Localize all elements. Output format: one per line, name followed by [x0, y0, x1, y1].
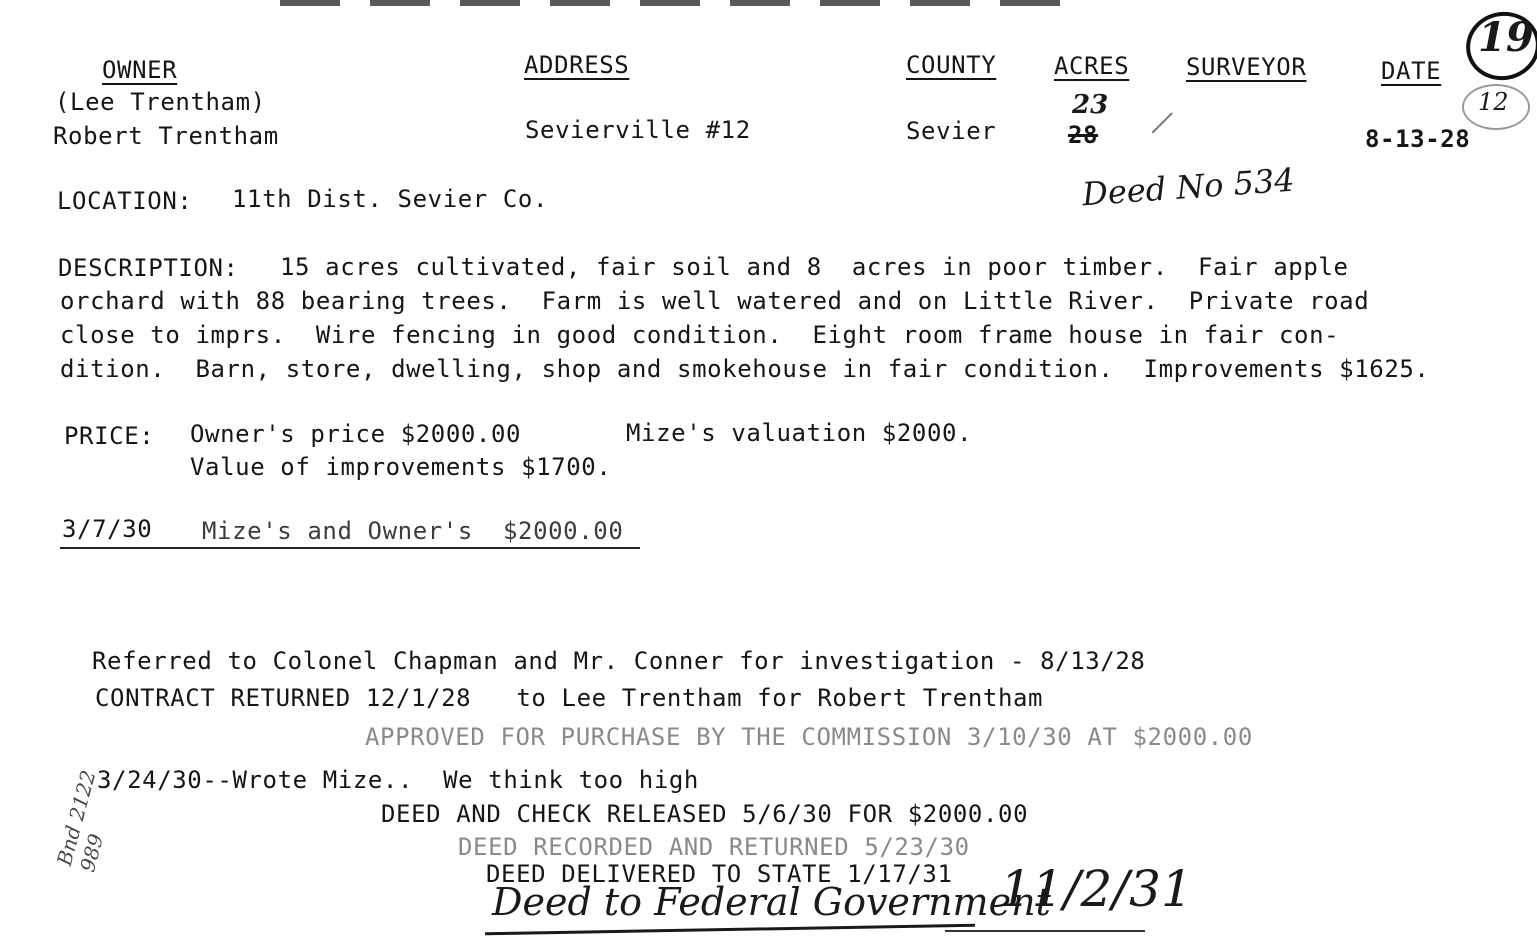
top-edge-marks	[280, 0, 1080, 6]
approved-line: APPROVED FOR PURCHASE BY THE COMMISSION 3/10/30 AT $2000.00	[365, 723, 1253, 751]
faint-tract-number: 12	[1478, 88, 1509, 116]
wrote-line: 3/24/30--Wrote Mize.. We think too high	[97, 766, 699, 794]
owner-alt: (Lee Trentham)	[55, 88, 266, 116]
address-header: ADDRESS	[524, 51, 630, 79]
description-line-4: dition. Barn, store, dwelling, shop and smokehouse in fair condition. Improvements $1625.	[60, 355, 1430, 383]
description-label: DESCRIPTION:	[58, 254, 239, 282]
contract-line: CONTRACT RETURNED 12/1/28 to Lee Trentham for Robert Trentham	[95, 684, 1044, 712]
margin-pencil-note: Bnd 2122 989	[52, 767, 109, 875]
surveyor-header: SURVEYOR	[1186, 53, 1307, 81]
improvements-value: Value of improvements $1700.	[190, 453, 612, 481]
acres-header: ACRES	[1054, 52, 1130, 80]
date-value: 8-13-28	[1365, 125, 1471, 153]
description-line-3: close to imprs. Wire fencing in good condition. Eight room frame house in fair con-	[60, 321, 1340, 349]
mize-valuation: Mize's valuation $2000.	[626, 419, 973, 447]
revision-text: Mize's and Owner's $2000.00	[202, 517, 624, 545]
revision-underline	[60, 547, 640, 549]
price-label: PRICE:	[64, 422, 155, 450]
address-value: Sevierville #12	[525, 116, 751, 144]
federal-deed-note: Deed to Federal Government	[492, 880, 1051, 924]
acres-struck: 28	[1068, 121, 1099, 149]
county-header: COUNTY	[906, 51, 997, 79]
tract-number: 19	[1478, 14, 1534, 61]
acres-tick	[1152, 112, 1173, 133]
delivered-line: DEED DELIVERED TO STATE 1/17/31	[486, 860, 953, 888]
county-value: Sevier	[906, 117, 997, 145]
date-underline	[945, 930, 1145, 932]
revision-date: 3/7/30	[62, 515, 153, 543]
federal-deed-date: 11/2/31	[1000, 860, 1193, 918]
location-label: LOCATION:	[57, 187, 193, 215]
referred-line: Referred to Colonel Chapman and Mr. Conner for investigation - 8/13/28	[92, 647, 1146, 675]
owner-name: Robert Trentham	[53, 122, 279, 150]
acres-corrected: 23	[1072, 90, 1109, 120]
date-header: DATE	[1381, 57, 1442, 85]
released-line: DEED AND CHECK RELEASED 5/6/30 FOR $2000.00	[381, 800, 1029, 828]
owners-price: Owner's price $2000.00	[190, 420, 522, 448]
location-value: 11th Dist. Sevier Co.	[232, 185, 549, 213]
description-line-2: orchard with 88 bearing trees. Farm is well watered and on Little River. Private road	[60, 287, 1370, 315]
description-line-1: 15 acres cultivated, fair soil and 8 acres in poor timber. Fair apple	[280, 253, 1349, 281]
owner-header: OWNER	[102, 56, 178, 84]
federal-underline	[485, 924, 975, 935]
deed-number-note: Deed No 534	[1080, 160, 1296, 214]
recorded-line: DEED RECORDED AND RETURNED 5/23/30	[458, 833, 970, 861]
